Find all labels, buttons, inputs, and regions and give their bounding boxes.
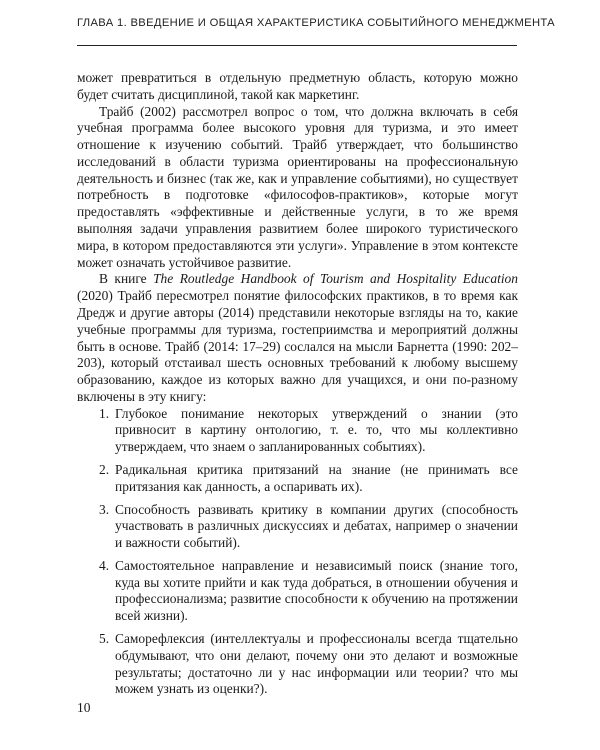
book-title: The Routledge Handbook of Tourism and Hospitality Education [153, 271, 518, 287]
list-item-text: Саморефлексия (интеллектуалы и профессионалы всегда тщательно обдумывают, что они делают, почему они это делают и возможные результаты; достаточно ли у нас информации или теории? что мы можем узнать из оценки?). [115, 631, 518, 697]
header-rule [77, 45, 517, 46]
paragraph-handbook-rest: (2020) Трайб пересмотрел понятие философских практиков, в то время как Дредж и другие авторы (2014) представили некоторые взгляды на то, какие учебные программы для туризма, гостеприимства и мероприятий должны быть в основе. Трайб (2014: 17–29) сослался на мысли Барнетта (1990: 202–203), который отстаивал шесть основных требований к любому высшему образованию, каждое из которых важно для учащихся, и они по-разному включены в эту книгу: [77, 288, 518, 404]
requirements-list [77, 406, 518, 699]
running-head: ГЛАВА 1. ВВЕДЕНИЕ И ОБЩАЯ ХАРАКТЕРИСТИКА СОБЫТИЙНОГО МЕНЕДЖМЕНТА [77, 17, 555, 29]
list-item-text: Радикальная критика притязаний на знание (не принимать все притязания как данность, а оспаривать их). [115, 461, 518, 494]
list-item [77, 462, 518, 496]
list-item-number: 3. [99, 501, 110, 517]
list-item [77, 558, 518, 625]
list-item-number: 4. [99, 557, 110, 573]
list-item [77, 406, 518, 456]
list-item-text: Глубокое понимание некоторых утверждений о знании (это привносит в картину онтологию, т. е. то, что мы коллективно утверждаем, что знаем о запланированных событиях). [115, 405, 518, 455]
list-item-number: 1. [99, 405, 110, 421]
paragraph-handbook [77, 271, 518, 405]
list-item [77, 631, 518, 698]
list-item-number: 5. [99, 631, 110, 646]
body-text [77, 70, 518, 698]
list-item-text: Самостоятельное направление и независимый поиск (знание того, куда вы хотите прийти и как туда добраться, в отношении обучения и профессионализма; развитие способности к обучению на протяжении всей жизни). [115, 557, 518, 624]
paragraph-tribe-2002: Трайб (2002) рассмотрел вопрос о том, что должна включать в себя учебная программа более высокого уровня для туризма, и это имеет отношение к изучению событий. Трайб утверждает, что большинство исследований в области туризма ориентированы на профессиональную деятельность и бизнес (так же, как и управление событиями), но существует потребность в подготовке «философов-практиков», которые могут предоставлять «эффективные и действенные услуги, в то же время выполняя задачи управления развитием более широкого туристического мира, в котором предоставляются эти услуги». Управление в этом контексте может означать устойчивое развитие. [77, 103, 518, 270]
paragraph-continuation: может превратиться в отдельную предметную область, которую можно будет считать дисциплиной, такой как маркетинг. [77, 70, 518, 102]
paragraph-handbook-lead: В книге [99, 271, 154, 287]
list-item [77, 502, 518, 552]
list-item-number: 2. [99, 461, 110, 477]
list-item-text: Способность развивать критику в компании других (способность участвовать в различных дискуссиях и дебатах, например о значении и важности событий). [115, 501, 518, 551]
page-number: 10 [77, 700, 91, 715]
